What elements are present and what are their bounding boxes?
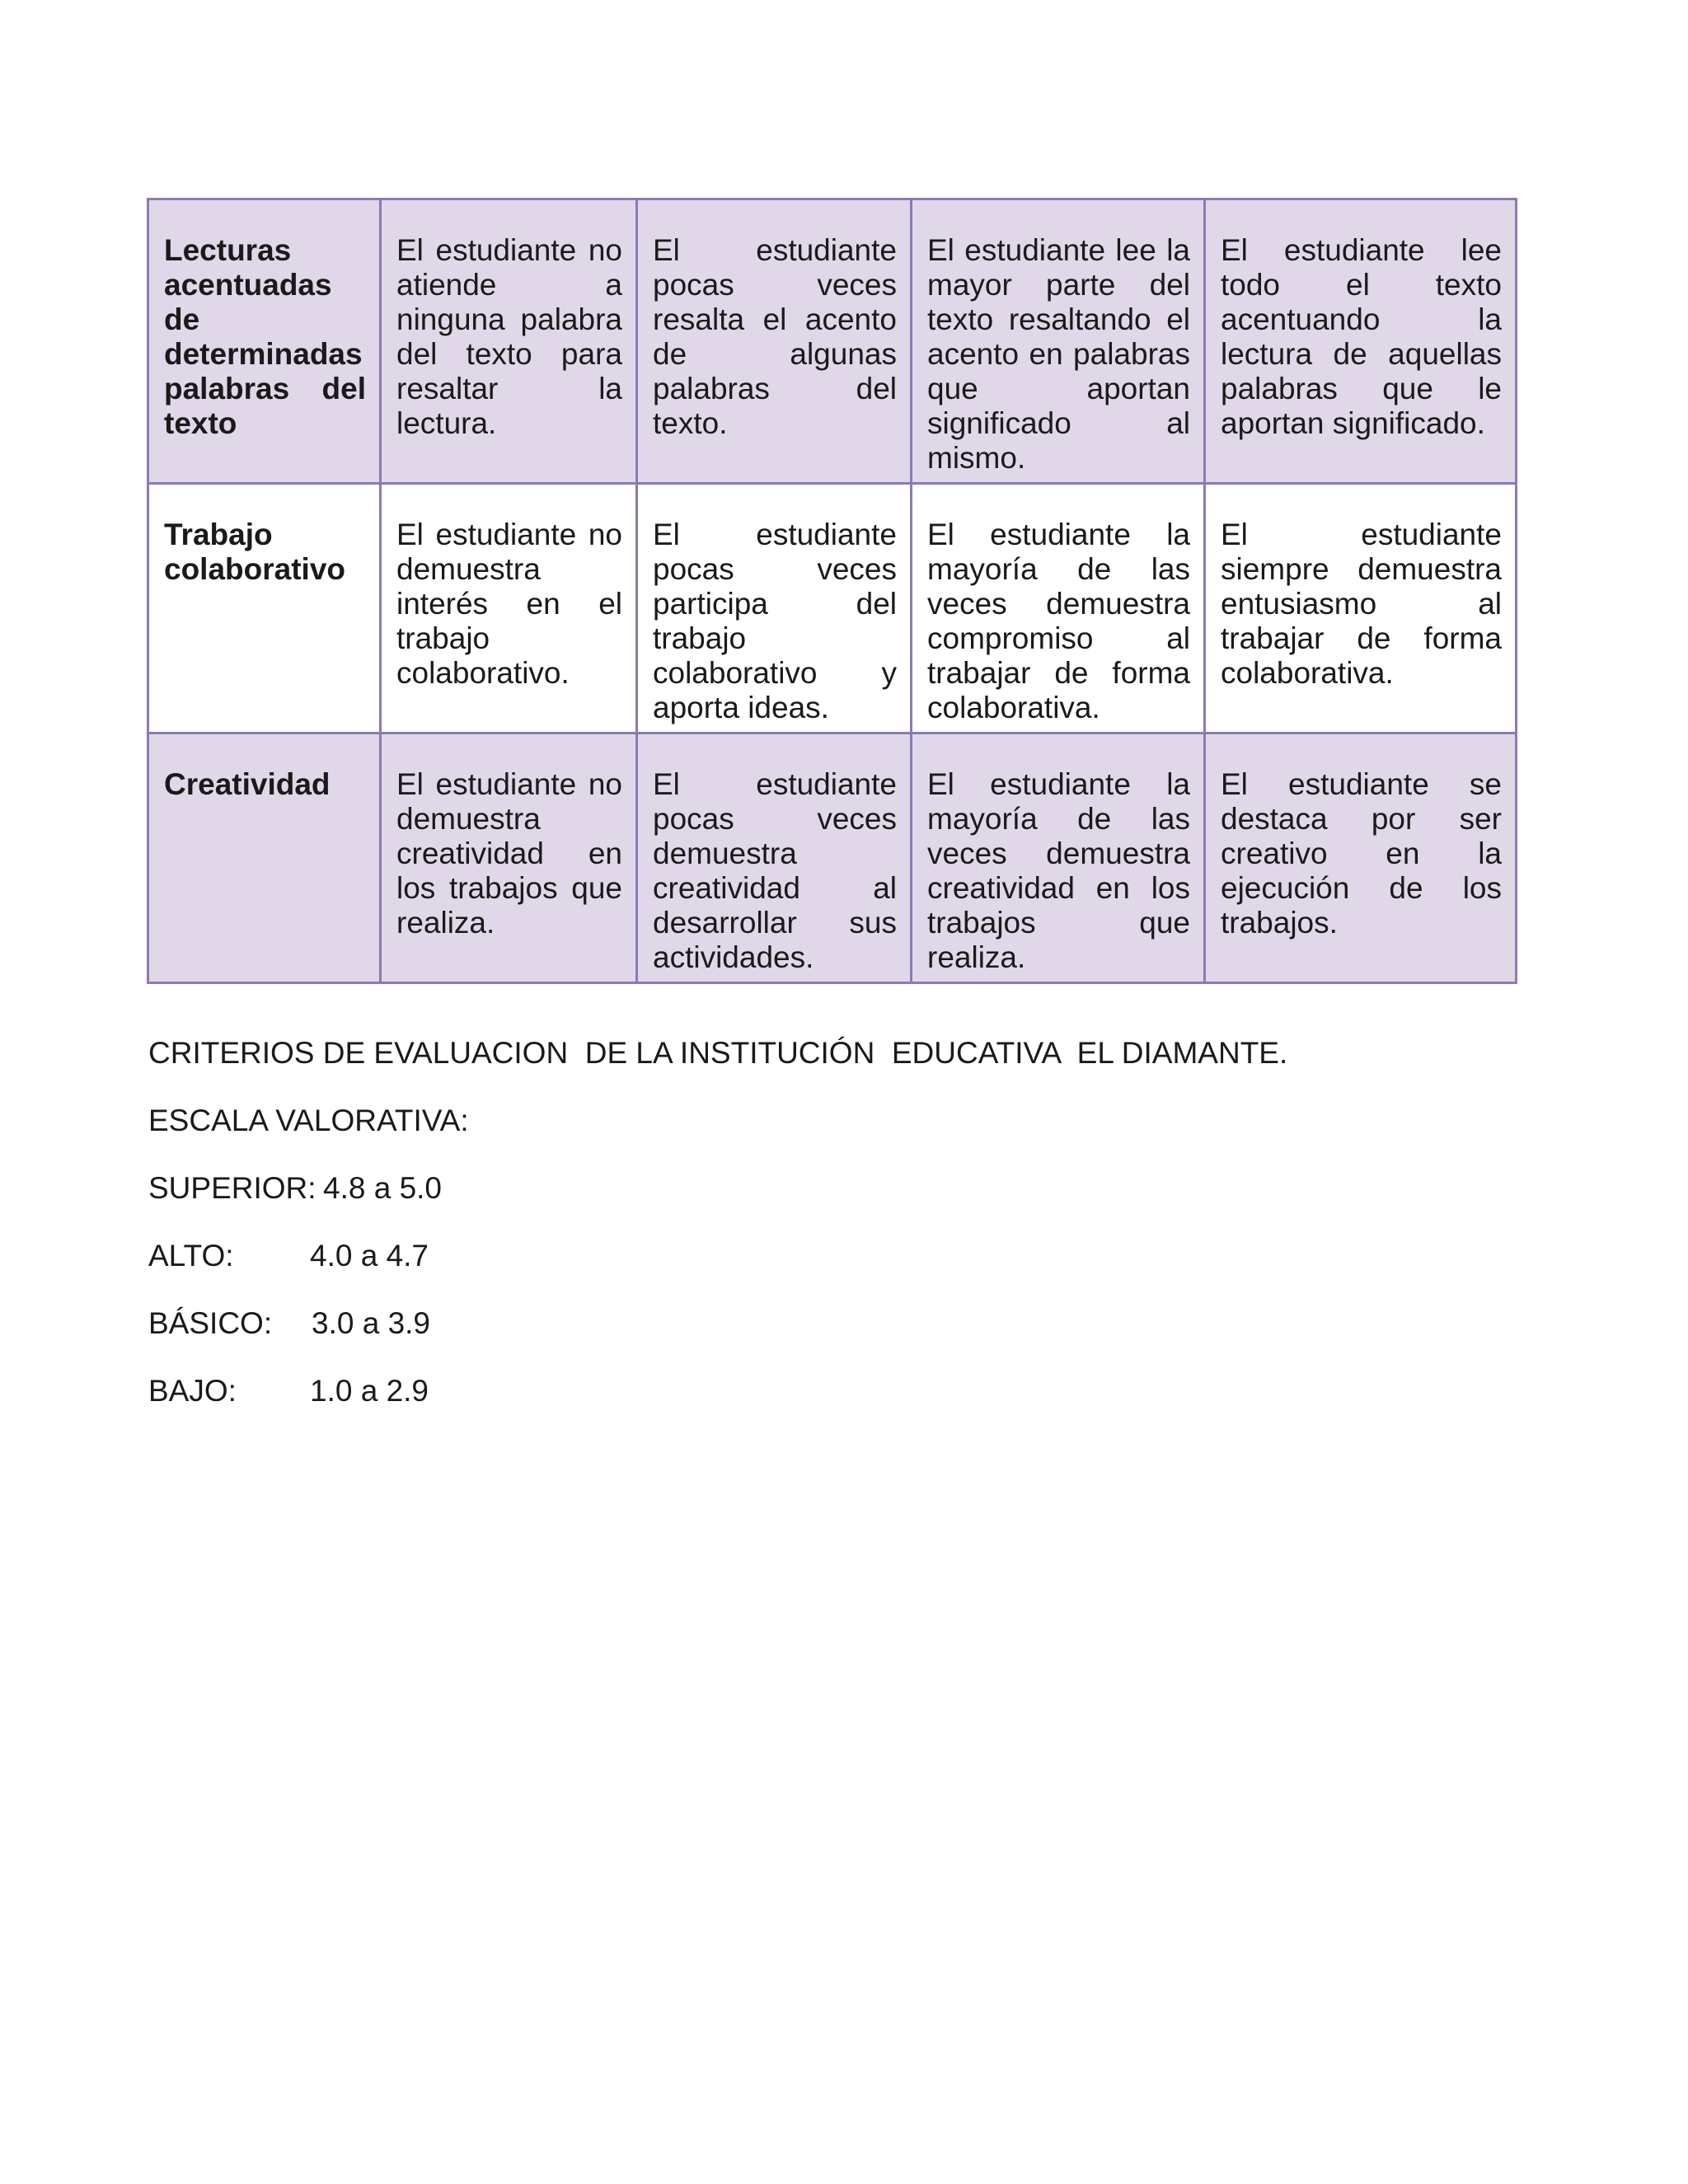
criterion-cell: Lecturas acentuadas de determinadas palabras del texto [148,199,381,484]
scale-row-bajo [148,1373,429,1409]
rubric-cell: El estudiante pocas veces participa del trabajo colaborativo y aporta ideas. [637,484,912,733]
scale-level: ALTO: [148,1239,234,1272]
rubric-cell: El estudiante no demuestra interés en el trabajo colaborativo. [381,484,637,733]
rubric-cell: El estudiante la mayoría de las veces demuestra creatividad en los trabajos que realiza. [912,733,1205,983]
scale-level: BAJO: [148,1374,237,1408]
criterion-cell: Creatividad [148,733,381,983]
rubric-row-trabajo [148,484,1517,733]
criterion-cell: Trabajo colaborativo [148,484,381,733]
rubric-row-creatividad [148,733,1517,983]
scale-range: 4.0 a 4.7 [310,1239,429,1272]
scale-range: 4.8 a 5.0 [323,1171,443,1205]
scale-level: BÁSICO: [148,1306,273,1340]
rubric-cell: El estudiante lee la mayor parte del texto resaltando el acento en palabras que aportan significado al mismo. [912,199,1205,484]
scale-row-basico [148,1305,431,1342]
rubric-cell: El estudiante pocas veces demuestra creatividad al desarrollar sus actividades. [637,733,912,983]
rubric-cell: El estudiante no demuestra creatividad en los trabajos que realiza. [381,733,637,983]
rubric-cell: El estudiante se destaca por ser creativo en la ejecución de los trabajos. [1205,733,1517,983]
scale-row-superior [148,1170,443,1207]
scale-range: 1.0 a 2.9 [310,1374,429,1408]
rubric-table [147,198,1517,984]
scale-heading: ESCALA VALORATIVA: [148,1104,469,1137]
rubric-cell: El estudiante siempre demuestra entusiasmo al trabajar de forma colaborativa. [1205,484,1517,733]
rubric-cell: El estudiante la mayoría de las veces demuestra compromiso al trabajar de forma colaborativa. [912,484,1205,733]
rubric-cell: El estudiante pocas veces resalta el acento de algunas palabras del texto. [637,199,912,484]
scale-range: 3.0 a 3.9 [312,1306,431,1340]
rubric-cell: El estudiante no atiende a ninguna palabra del texto para resaltar la lectura. [381,199,637,484]
rubric-cell: El estudiante lee todo el texto acentuando la lectura de aquellas palabras que le aportan significado. [1205,199,1517,484]
scale-level: SUPERIOR: [148,1171,316,1205]
criteria-heading: CRITERIOS DE EVALUACION DE LA INSTITUCIÓN EDUCATIVA EL DIAMANTE. [148,1036,1288,1070]
rubric-row-lecturas [148,199,1517,484]
scale-row-alto [148,1238,429,1274]
